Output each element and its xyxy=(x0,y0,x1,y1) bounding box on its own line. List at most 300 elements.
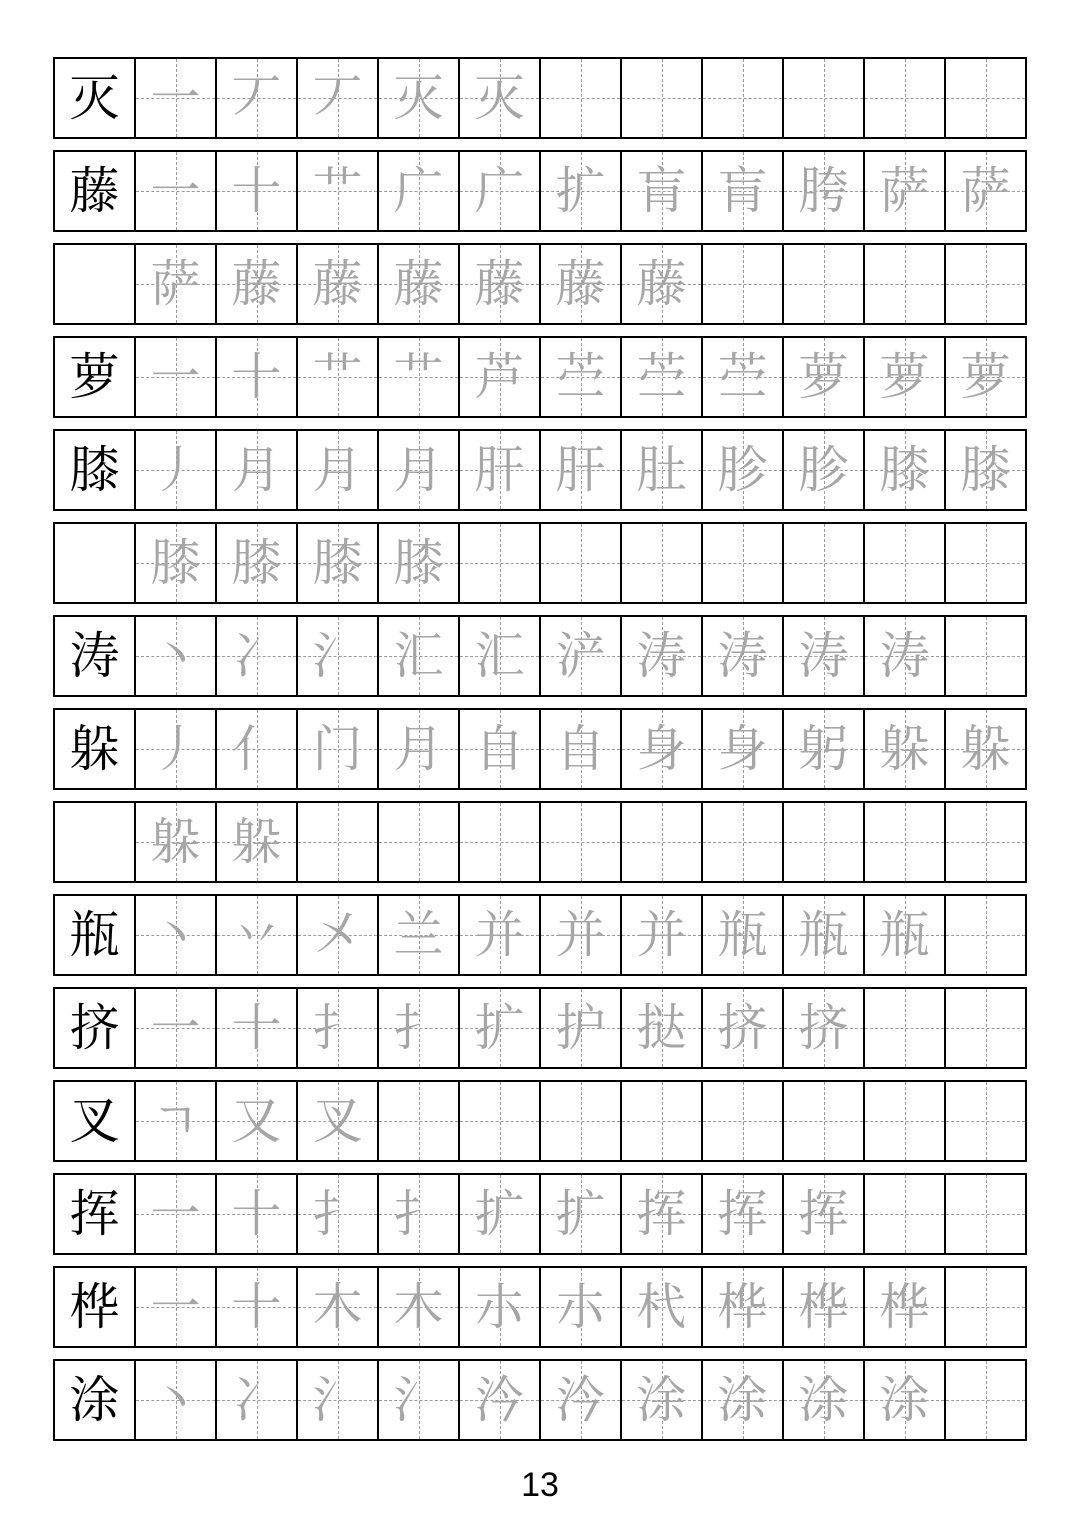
stroke-cell xyxy=(863,431,944,509)
stroke-step-character: 浐 xyxy=(555,627,606,685)
stroke-step-character: 藤 xyxy=(231,255,282,313)
stroke-cell xyxy=(134,245,215,323)
head-character-cell xyxy=(55,431,134,509)
head-character-cell xyxy=(55,152,134,230)
stroke-step-character: 涂 xyxy=(717,1371,768,1429)
stroke-step-character: 兰 xyxy=(393,906,444,964)
stroke-step-character: 挥 xyxy=(717,1185,768,1243)
stroke-cell xyxy=(458,989,539,1067)
stroke-cell xyxy=(458,1268,539,1346)
stroke-cell xyxy=(377,59,458,137)
stroke-step-character: 朩 xyxy=(474,1278,525,1336)
stroke-step-character: 丶 xyxy=(150,906,201,964)
stroke-step-character: 苎 xyxy=(636,348,687,406)
stroke-cell xyxy=(620,338,701,416)
stroke-cell xyxy=(620,1082,701,1160)
stroke-step-character: 肚 xyxy=(636,441,687,499)
stroke-cell xyxy=(701,617,782,695)
stroke-cell xyxy=(296,245,377,323)
stroke-cell xyxy=(701,989,782,1067)
stroke-step-character: 月 xyxy=(393,720,444,778)
stroke-cell xyxy=(134,617,215,695)
stroke-cell xyxy=(701,803,782,881)
stroke-cell xyxy=(863,59,944,137)
stroke-cell xyxy=(782,1175,863,1253)
stroke-cell xyxy=(539,896,620,974)
head-character-cell xyxy=(55,524,134,602)
head-character-cell xyxy=(55,338,134,416)
head-character: 桦 xyxy=(69,1278,120,1336)
stroke-step-character: 膝 xyxy=(312,534,363,592)
stroke-cell xyxy=(701,245,782,323)
stroke-cell xyxy=(377,1268,458,1346)
stroke-cell xyxy=(458,524,539,602)
stroke-cell xyxy=(215,338,296,416)
stroke-cell xyxy=(377,245,458,323)
stroke-cell xyxy=(539,1082,620,1160)
stroke-cell xyxy=(539,59,620,137)
stroke-cell xyxy=(296,710,377,788)
stroke-step-character: 瓶 xyxy=(798,906,849,964)
stroke-cell xyxy=(944,803,1025,881)
stroke-step-character: 扩 xyxy=(555,1185,606,1243)
stroke-cell xyxy=(620,245,701,323)
stroke-cell xyxy=(539,431,620,509)
stroke-cell xyxy=(215,431,296,509)
stroke-cell xyxy=(944,1268,1025,1346)
stroke-step-character: 汵 xyxy=(474,1371,525,1429)
stroke-step-character: 广 xyxy=(474,162,525,220)
stroke-step-character: 广 xyxy=(393,162,444,220)
stroke-cell xyxy=(863,989,944,1067)
stroke-cell xyxy=(458,1175,539,1253)
stroke-step-character: 丶 xyxy=(150,1371,201,1429)
stroke-cell xyxy=(782,59,863,137)
stroke-cell xyxy=(782,524,863,602)
stroke-cell xyxy=(782,1268,863,1346)
head-character-cell xyxy=(55,710,134,788)
stroke-cell xyxy=(701,524,782,602)
stroke-step-character: 膝 xyxy=(960,441,1011,499)
stroke-step-character: 并 xyxy=(636,906,687,964)
stroke-cell xyxy=(539,803,620,881)
stroke-cell xyxy=(134,710,215,788)
stroke-cell xyxy=(539,1175,620,1253)
stroke-step-character: 躲 xyxy=(231,813,282,871)
stroke-step-character: 桦 xyxy=(798,1278,849,1336)
stroke-cell xyxy=(134,338,215,416)
stroke-cell xyxy=(863,245,944,323)
stroke-cell xyxy=(458,152,539,230)
stroke-step-character: 艹 xyxy=(312,348,363,406)
stroke-cell xyxy=(539,152,620,230)
stroke-step-character: 汇 xyxy=(393,627,444,685)
stroke-cell xyxy=(134,59,215,137)
head-character: 挥 xyxy=(69,1185,120,1243)
stroke-cell xyxy=(539,524,620,602)
stroke-step-character: 扩 xyxy=(474,1185,525,1243)
stroke-cell xyxy=(296,896,377,974)
stroke-step-character: 藤 xyxy=(474,255,525,313)
stroke-cell xyxy=(944,896,1025,974)
head-character-cell xyxy=(55,59,134,137)
stroke-cell xyxy=(215,245,296,323)
stroke-step-character: 膝 xyxy=(879,441,930,499)
stroke-cell xyxy=(944,1361,1025,1439)
stroke-cell xyxy=(296,617,377,695)
stroke-cell xyxy=(782,803,863,881)
stroke-cell xyxy=(458,710,539,788)
stroke-step-character: 涛 xyxy=(717,627,768,685)
stroke-cell xyxy=(944,152,1025,230)
stroke-cell xyxy=(782,245,863,323)
stroke-step-character: 冫 xyxy=(231,1371,282,1429)
stroke-cell xyxy=(863,1361,944,1439)
stroke-step-character: 丿 xyxy=(150,720,201,778)
stroke-cell xyxy=(296,989,377,1067)
stroke-step-character: 一 xyxy=(150,1278,201,1336)
stroke-cell xyxy=(620,617,701,695)
stroke-cell xyxy=(296,1175,377,1253)
stroke-cell xyxy=(377,524,458,602)
stroke-cell xyxy=(701,1268,782,1346)
stroke-cell xyxy=(620,896,701,974)
stroke-step-character: 丆 xyxy=(312,69,363,127)
stroke-step-character: 藤 xyxy=(312,255,363,313)
stroke-step-character: 杙 xyxy=(636,1278,687,1336)
stroke-cell xyxy=(863,803,944,881)
stroke-cell xyxy=(458,803,539,881)
stroke-step-character: 丷 xyxy=(231,906,282,964)
stroke-step-character: 胯 xyxy=(798,162,849,220)
practice-row xyxy=(53,1173,1027,1255)
head-character: 灭 xyxy=(69,69,120,127)
practice-row xyxy=(53,1359,1027,1441)
stroke-cell xyxy=(215,59,296,137)
stroke-step-character: 身 xyxy=(636,720,687,778)
stroke-cell xyxy=(944,245,1025,323)
stroke-step-character: ㄱ xyxy=(151,1092,200,1150)
stroke-step-character: 躲 xyxy=(150,813,201,871)
stroke-step-character: 㐅 xyxy=(312,906,363,964)
stroke-step-character: 膝 xyxy=(393,534,444,592)
stroke-cell xyxy=(863,1175,944,1253)
stroke-step-character: 冫 xyxy=(231,627,282,685)
stroke-step-character: 十 xyxy=(231,162,282,220)
stroke-cell xyxy=(377,1361,458,1439)
practice-row xyxy=(53,336,1027,418)
stroke-step-character: 挞 xyxy=(636,999,687,1057)
stroke-step-character: 汵 xyxy=(555,1371,606,1429)
stroke-cell xyxy=(134,152,215,230)
stroke-cell xyxy=(134,1082,215,1160)
stroke-step-character: 涂 xyxy=(636,1371,687,1429)
stroke-step-character: 涂 xyxy=(798,1371,849,1429)
head-character: 萝 xyxy=(69,348,120,406)
stroke-step-character: 涛 xyxy=(798,627,849,685)
stroke-step-character: 丿 xyxy=(150,441,201,499)
stroke-cell xyxy=(944,617,1025,695)
stroke-cell xyxy=(539,1361,620,1439)
stroke-cell xyxy=(620,152,701,230)
stroke-step-character: 十 xyxy=(231,1185,282,1243)
head-character: 藤 xyxy=(69,162,120,220)
stroke-step-character: 藤 xyxy=(555,255,606,313)
stroke-cell xyxy=(620,1175,701,1253)
stroke-step-character: 十 xyxy=(231,1278,282,1336)
stroke-cell xyxy=(458,896,539,974)
stroke-step-character: 肓 xyxy=(636,162,687,220)
practice-row xyxy=(53,243,1027,325)
stroke-step-character: 藤 xyxy=(393,255,444,313)
stroke-cell xyxy=(215,1175,296,1253)
stroke-cell xyxy=(863,152,944,230)
stroke-step-character: 肓 xyxy=(717,162,768,220)
stroke-step-character: 挤 xyxy=(798,999,849,1057)
stroke-cell xyxy=(377,989,458,1067)
stroke-cell xyxy=(296,59,377,137)
stroke-cell xyxy=(863,338,944,416)
stroke-step-character: 护 xyxy=(555,999,606,1057)
stroke-step-character: 叉 xyxy=(312,1092,363,1150)
stroke-step-character: 一 xyxy=(150,999,201,1057)
stroke-cell xyxy=(701,152,782,230)
stroke-cell xyxy=(620,431,701,509)
stroke-step-character: 扩 xyxy=(555,162,606,220)
practice-row xyxy=(53,57,1027,139)
stroke-cell xyxy=(377,1175,458,1253)
stroke-step-character: 芦 xyxy=(474,348,525,406)
stroke-cell xyxy=(377,338,458,416)
practice-row xyxy=(53,894,1027,976)
stroke-cell xyxy=(296,1082,377,1160)
stroke-step-character: 涛 xyxy=(879,627,930,685)
stroke-step-character: 躲 xyxy=(879,720,930,778)
stroke-cell xyxy=(944,59,1025,137)
stroke-cell xyxy=(620,989,701,1067)
stroke-cell xyxy=(377,431,458,509)
stroke-cell xyxy=(215,524,296,602)
stroke-step-character: 一 xyxy=(150,348,201,406)
stroke-cell xyxy=(782,1361,863,1439)
stroke-cell xyxy=(296,803,377,881)
stroke-cell xyxy=(458,1361,539,1439)
stroke-step-character: 躲 xyxy=(960,720,1011,778)
stroke-cell xyxy=(377,803,458,881)
stroke-cell xyxy=(701,59,782,137)
stroke-cell xyxy=(944,989,1025,1067)
stroke-step-character: 萨 xyxy=(150,255,201,313)
stroke-step-character: 萨 xyxy=(879,162,930,220)
stroke-cell xyxy=(215,617,296,695)
head-character-cell xyxy=(55,989,134,1067)
stroke-cell xyxy=(944,1175,1025,1253)
stroke-cell xyxy=(215,1268,296,1346)
stroke-cell xyxy=(620,803,701,881)
stroke-step-character: 一 xyxy=(150,162,201,220)
stroke-step-character: 朩 xyxy=(555,1278,606,1336)
stroke-step-character: 并 xyxy=(474,906,525,964)
stroke-cell xyxy=(134,1175,215,1253)
stroke-cell xyxy=(782,431,863,509)
stroke-cell xyxy=(296,338,377,416)
stroke-step-character: 丆 xyxy=(231,69,282,127)
stroke-cell xyxy=(215,989,296,1067)
head-character: 躲 xyxy=(69,720,120,778)
stroke-step-character: 萝 xyxy=(960,348,1011,406)
stroke-cell xyxy=(620,524,701,602)
stroke-cell xyxy=(863,1082,944,1160)
stroke-step-character: 躬 xyxy=(798,720,849,778)
stroke-step-character: 胗 xyxy=(717,441,768,499)
stroke-cell xyxy=(944,710,1025,788)
stroke-step-character: 瓶 xyxy=(717,906,768,964)
stroke-cell xyxy=(134,524,215,602)
stroke-cell xyxy=(215,1082,296,1160)
stroke-step-character: 扌 xyxy=(312,1185,363,1243)
stroke-step-character: 肝 xyxy=(555,441,606,499)
stroke-step-character: 膝 xyxy=(231,534,282,592)
stroke-cell xyxy=(296,152,377,230)
stroke-step-character: 萨 xyxy=(960,162,1011,220)
head-character-cell xyxy=(55,1175,134,1253)
stroke-step-character: 挤 xyxy=(717,999,768,1057)
stroke-step-character: 瓶 xyxy=(879,906,930,964)
stroke-cell xyxy=(539,338,620,416)
stroke-step-character: 扌 xyxy=(393,1185,444,1243)
stroke-cell xyxy=(863,1268,944,1346)
stroke-cell xyxy=(539,710,620,788)
practice-row xyxy=(53,801,1027,883)
head-character-cell xyxy=(55,1268,134,1346)
stroke-cell xyxy=(296,1361,377,1439)
stroke-cell xyxy=(539,1268,620,1346)
stroke-cell xyxy=(296,1268,377,1346)
head-character-cell xyxy=(55,245,134,323)
stroke-cell xyxy=(782,1082,863,1160)
stroke-step-character: 身 xyxy=(717,720,768,778)
stroke-cell xyxy=(782,710,863,788)
stroke-step-character: 月 xyxy=(312,441,363,499)
stroke-cell xyxy=(215,152,296,230)
head-character-cell xyxy=(55,617,134,695)
stroke-step-character: 桦 xyxy=(717,1278,768,1336)
stroke-cell xyxy=(458,59,539,137)
stroke-step-character: 亻 xyxy=(231,720,282,778)
stroke-cell xyxy=(863,710,944,788)
stroke-step-character: 月 xyxy=(231,441,282,499)
stroke-cell xyxy=(944,431,1025,509)
stroke-cell xyxy=(458,431,539,509)
head-character-cell xyxy=(55,803,134,881)
stroke-cell xyxy=(620,1361,701,1439)
stroke-cell xyxy=(458,245,539,323)
practice-row xyxy=(53,987,1027,1069)
head-character: 涂 xyxy=(69,1371,120,1429)
stroke-step-character: 又 xyxy=(231,1092,282,1150)
stroke-cell xyxy=(620,59,701,137)
stroke-step-character: 艹 xyxy=(393,348,444,406)
stroke-cell xyxy=(863,524,944,602)
stroke-step-character: 月 xyxy=(393,441,444,499)
stroke-cell xyxy=(296,524,377,602)
stroke-step-character: 艹 xyxy=(312,162,363,220)
page-number: 13 xyxy=(521,1466,559,1504)
stroke-step-character: 灭 xyxy=(393,69,444,127)
stroke-cell xyxy=(458,338,539,416)
practice-row xyxy=(53,615,1027,697)
stroke-step-character: 丶 xyxy=(150,627,201,685)
head-character: 叉 xyxy=(69,1092,120,1150)
stroke-cell xyxy=(944,1082,1025,1160)
stroke-cell xyxy=(944,524,1025,602)
stroke-step-character: 萝 xyxy=(879,348,930,406)
stroke-step-character: 十 xyxy=(231,348,282,406)
stroke-cell xyxy=(134,803,215,881)
stroke-cell xyxy=(782,338,863,416)
stroke-cell xyxy=(782,617,863,695)
stroke-step-character: 灭 xyxy=(474,69,525,127)
stroke-step-character: 十 xyxy=(231,999,282,1057)
stroke-cell xyxy=(863,896,944,974)
stroke-cell xyxy=(215,803,296,881)
stroke-cell xyxy=(539,617,620,695)
stroke-cell xyxy=(377,617,458,695)
stroke-cell xyxy=(215,710,296,788)
stroke-step-character: 涛 xyxy=(636,627,687,685)
stroke-step-character: 挥 xyxy=(636,1185,687,1243)
stroke-cell xyxy=(782,989,863,1067)
stroke-cell xyxy=(377,710,458,788)
stroke-cell xyxy=(215,896,296,974)
stroke-cell xyxy=(701,1175,782,1253)
head-character-cell xyxy=(55,1082,134,1160)
stroke-cell xyxy=(296,431,377,509)
stroke-step-character: 肝 xyxy=(474,441,525,499)
stroke-cell xyxy=(701,338,782,416)
stroke-step-character: 胗 xyxy=(798,441,849,499)
stroke-cell xyxy=(701,431,782,509)
stroke-cell xyxy=(701,896,782,974)
stroke-step-character: 自 xyxy=(474,720,525,778)
head-character: 涛 xyxy=(69,627,120,685)
stroke-cell xyxy=(134,1361,215,1439)
stroke-cell xyxy=(377,1082,458,1160)
stroke-cell xyxy=(944,338,1025,416)
head-character-cell xyxy=(55,896,134,974)
stroke-cell xyxy=(377,152,458,230)
stroke-cell xyxy=(782,896,863,974)
stroke-step-character: 藤 xyxy=(636,255,687,313)
head-character-cell xyxy=(55,1361,134,1439)
stroke-cell xyxy=(701,1082,782,1160)
stroke-step-character: 门 xyxy=(312,720,363,778)
stroke-cell xyxy=(134,989,215,1067)
stroke-step-character: 自 xyxy=(555,720,606,778)
stroke-cell xyxy=(782,152,863,230)
practice-row xyxy=(53,708,1027,790)
stroke-cell xyxy=(701,710,782,788)
stroke-cell xyxy=(215,1361,296,1439)
head-character: 挤 xyxy=(69,999,120,1057)
stroke-cell xyxy=(134,896,215,974)
stroke-step-character: 苎 xyxy=(717,348,768,406)
stroke-step-character: 扌 xyxy=(393,999,444,1057)
practice-row xyxy=(53,1266,1027,1348)
stroke-step-character: 一 xyxy=(150,1185,201,1243)
stroke-cell xyxy=(134,1268,215,1346)
stroke-step-character: 萝 xyxy=(798,348,849,406)
